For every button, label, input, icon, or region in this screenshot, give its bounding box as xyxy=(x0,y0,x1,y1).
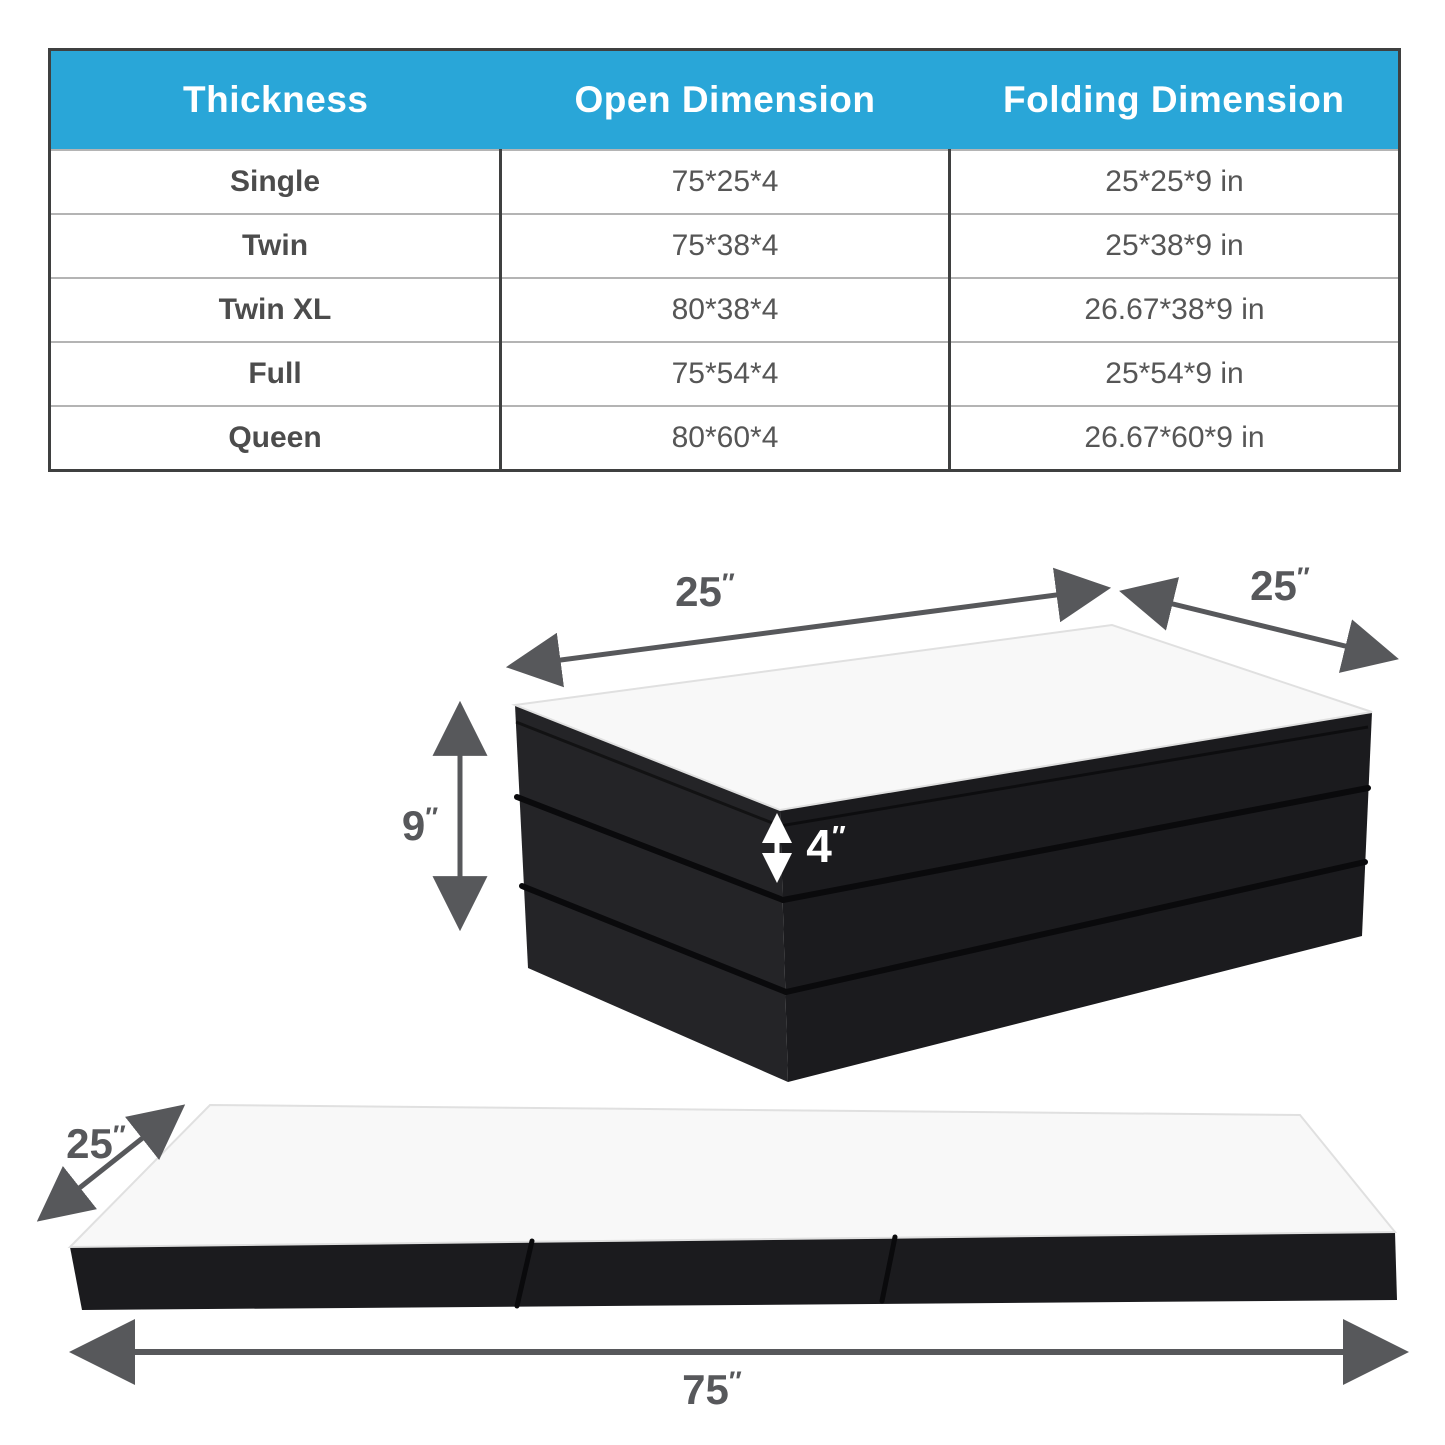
flat-mattress-diagram xyxy=(44,1105,1398,1413)
cell-open-dimension: 75*25*4 xyxy=(501,150,950,214)
folded-mattress-diagram xyxy=(402,562,1390,1082)
cell-size: Full xyxy=(50,342,501,406)
cell-open-dimension: 75*38*4 xyxy=(501,214,950,278)
cell-folding-dimension: 25*25*9 in xyxy=(950,150,1400,214)
cell-folding-dimension: 26.67*38*9 in xyxy=(950,278,1400,342)
cell-folding-dimension: 25*38*9 in xyxy=(950,214,1400,278)
single-layer-thickness-label: 4″ xyxy=(806,820,846,872)
width-label: 25″ xyxy=(675,568,735,615)
cell-open-dimension: 75*54*4 xyxy=(501,342,950,406)
cell-open-dimension: 80*38*4 xyxy=(501,278,950,342)
flat-top-face xyxy=(70,1105,1395,1247)
header-cell-thickness: Thickness xyxy=(50,50,501,151)
header-cell-folding-dimension: Folding Dimension xyxy=(950,50,1400,151)
depth-label: 25″ xyxy=(1250,562,1310,609)
cell-size: Twin XL xyxy=(50,278,501,342)
height-label: 9″ xyxy=(401,802,439,849)
cell-folding-dimension: 26.67*60*9 in xyxy=(950,406,1400,471)
flat-depth-label: 25″ xyxy=(66,1120,126,1167)
length-label: 75″ xyxy=(682,1366,742,1413)
header-cell-open-dimension: Open Dimension xyxy=(501,50,950,151)
cell-folding-dimension: 25*54*9 in xyxy=(950,342,1400,406)
cell-size: Twin xyxy=(50,214,501,278)
cell-size: Single xyxy=(50,150,501,214)
cell-open-dimension: 80*60*4 xyxy=(501,406,950,471)
cell-size: Queen xyxy=(50,406,501,471)
